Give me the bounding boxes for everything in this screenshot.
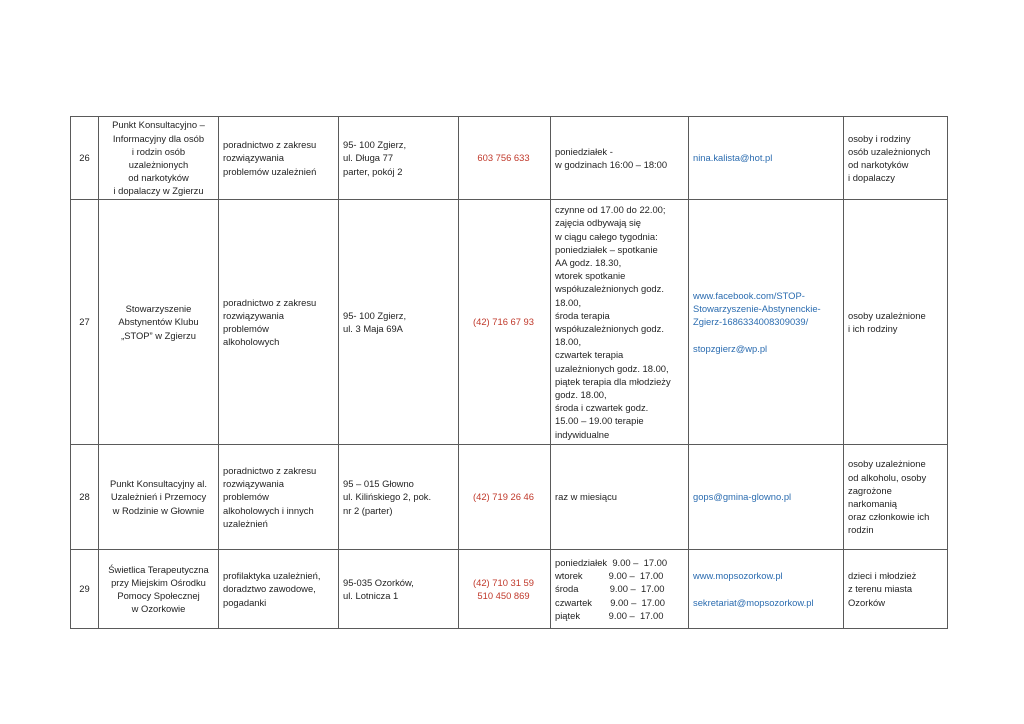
organization-name: Stowarzyszenie Abstynentów Klubu „STOP” w Zgierzu: [99, 200, 219, 445]
target-group-cell: osoby i rodziny osób uzależnionych od narkotyków i dopalaczy: [844, 117, 948, 200]
row-number: 26: [71, 117, 99, 200]
target-group-cell: osoby uzależnione i ich rodziny: [844, 200, 948, 445]
address-cell: 95 – 015 Głowno ul. Kilińskiego 2, pok. nr 2 (parter): [339, 445, 459, 550]
table-row: [71, 550, 948, 629]
contact-link[interactable]: www.mopsozorkow.pl sekretariat@mopsozorkow.pl: [689, 550, 844, 629]
schedule-cell: raz w miesiącu: [551, 445, 689, 550]
contact-link[interactable]: gops@gmina-glowno.pl: [689, 445, 844, 550]
phone-cell: 603 756 633: [459, 117, 551, 200]
phone-cell: (42) 716 67 93: [459, 200, 551, 445]
organization-name: Świetlica Terapeutyczna przy Miejskim Ośrodku Pomocy Społecznej w Ozorkowie: [99, 550, 219, 629]
address-cell: 95- 100 Zgierz, ul. 3 Maja 69A: [339, 200, 459, 445]
services-cell: poradnictwo z zakresu rozwiązywania problemów uzależnień: [219, 117, 339, 200]
contact-link[interactable]: nina.kalista@hot.pl: [689, 117, 844, 200]
phone-cell: (42) 710 31 59 510 450 869: [459, 550, 551, 629]
schedule-cell: poniedziałek - w godzinach 16:00 – 18:00: [551, 117, 689, 200]
row-number: 27: [71, 200, 99, 445]
organization-name: Punkt Konsultacyjno – Informacyjny dla osób i rodzin osób uzależnionych od narkotyków i dopalaczy w Zgierzu: [99, 117, 219, 200]
address-cell: 95-035 Ozorków, ul. Lotnicza 1: [339, 550, 459, 629]
row-number: 29: [71, 550, 99, 629]
table-row: [71, 445, 948, 550]
table-row: [71, 117, 948, 200]
target-group-cell: osoby uzależnione od alkoholu, osoby zagrożone narkomanią oraz członkowie ich rodzin: [844, 445, 948, 550]
phone-cell: (42) 719 26 46: [459, 445, 551, 550]
contact-link[interactable]: www.facebook.com/STOP- Stowarzyszenie-Abstynenckie- Zgierz-1686334008309039/ stopzgierz@wp.pl: [689, 200, 844, 445]
address-cell: 95- 100 Zgierz, ul. Długa 77 parter, pokój 2: [339, 117, 459, 200]
services-cell: poradnictwo z zakresu rozwiązywania problemów alkoholowych i innych uzależnień: [219, 445, 339, 550]
organization-name: Punkt Konsultacyjny al. Uzależnień i Przemocy w Rodzinie w Głownie: [99, 445, 219, 550]
schedule-cell: poniedziałek 9.00 – 17.00 wtorek 9.00 – 17.00 środa 9.00 – 17.00 czwartek 9.00 – 17.00 piątek 9.00 – 17.00: [551, 550, 689, 629]
institutions-table: [70, 116, 948, 629]
row-number: 28: [71, 445, 99, 550]
table-row: [71, 200, 948, 445]
schedule-cell: czynne od 17.00 do 22.00; zajęcia odbywają się w ciągu całego tygodnia: poniedziałek – spotkanie AA godz. 18.30, wtorek spotkanie współuzależnionych godz. 18.00, środa terapia współuzależnionych godz. 18.00, czwartek terapia uzależnionych godz. 18.00, piątek terapia dla młodzieży godz. 18.00, środa i czwartek godz. 15.00 – 19.00 terapie indywidualne: [551, 200, 689, 445]
target-group-cell: dzieci i młodzież z terenu miasta Ozorków: [844, 550, 948, 629]
services-cell: poradnictwo z zakresu rozwiązywania problemów alkoholowych: [219, 200, 339, 445]
services-cell: profilaktyka uzależnień, doradztwo zawodowe, pogadanki: [219, 550, 339, 629]
